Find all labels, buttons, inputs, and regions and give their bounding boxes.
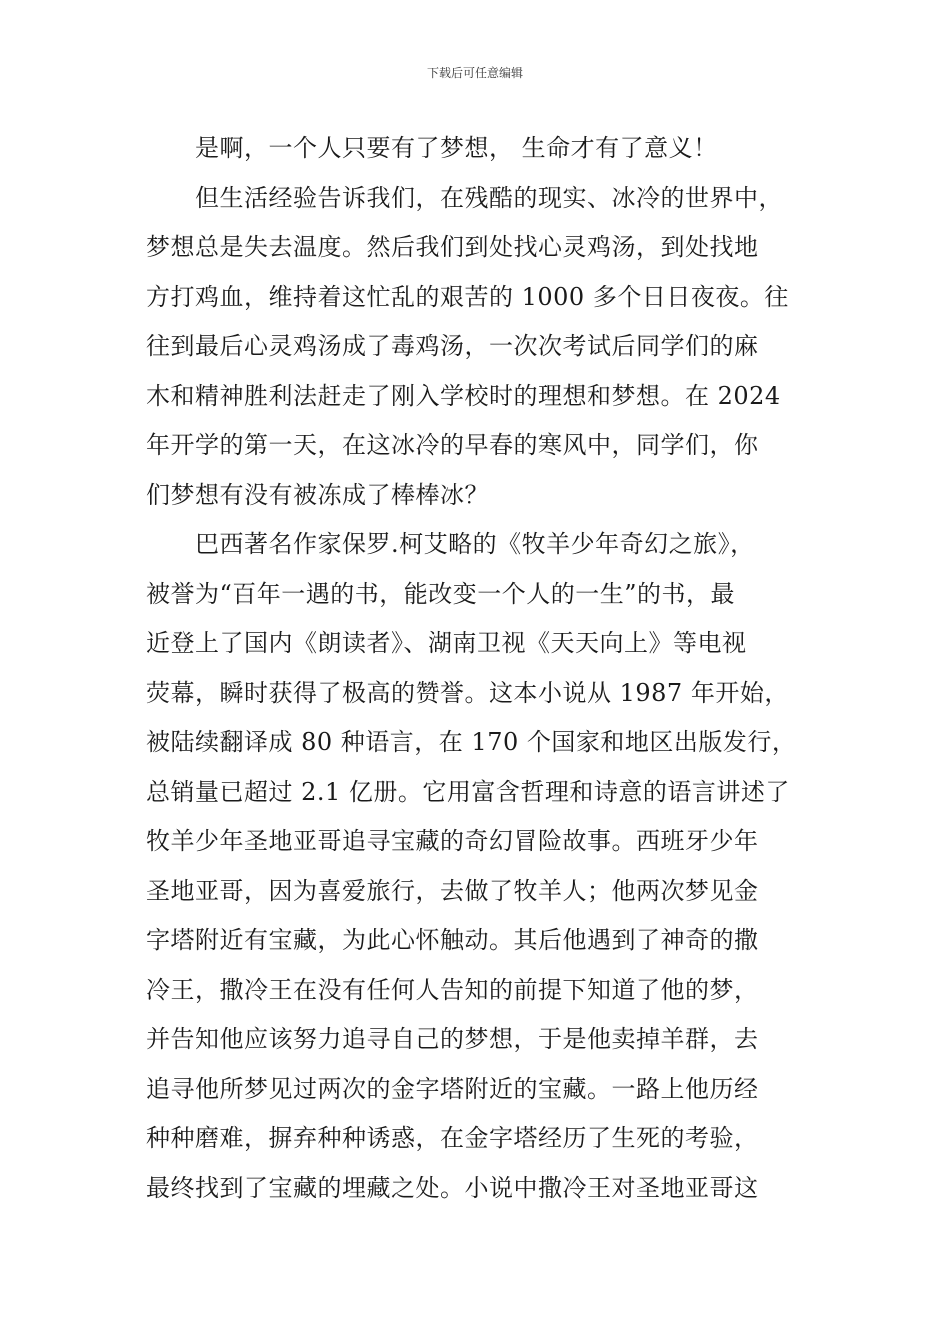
paragraph-line: 牧羊少年圣地亚哥追寻宝藏的奇幻冒险故事。西班牙少年: [146, 827, 759, 855]
paragraph-line: 但生活经验告诉我们，在残酷的现实、冰冷的世界中，: [195, 183, 783, 212]
paragraph-line: 被誉为“百年一遇的书，能改变一个人的一生”的书，最: [146, 579, 736, 608]
paragraph-line: 被陆续翻译成 80 种语言，在 170 个国家和地区出版发行，: [146, 728, 797, 756]
paragraph-line: 巴西著名作家保罗.柯艾略的《牧羊少年奇幻之旅》，: [195, 530, 755, 558]
document-body: [146, 124, 810, 1213]
paragraph-line: 近登上了国内《朗读者》、湖南卫视《天天向上》等电视: [146, 629, 747, 657]
paragraph-line: 最终找到了宝藏的埋藏之处。小说中撒冷王对圣地亚哥这: [146, 1173, 759, 1202]
paragraph-line: 们梦想有没有被冻成了棒棒冰？: [146, 480, 489, 509]
paragraph-line: 种种磨难，摒弃种种诱惑，在金字塔经历了生死的考验，: [146, 1124, 759, 1152]
paragraph-line: 年开学的第一天，在这冰冷的早春的寒风中，同学们，你: [146, 431, 759, 459]
paragraph-line: 是啊，一个人只要有了梦想， 生命才有了意义！: [195, 134, 718, 162]
paragraph-line: 荧幕，瞬时获得了极高的赞誉。这本小说从 1987 年开始，: [146, 678, 789, 707]
paragraph-line: 并告知他应该努力追寻自己的梦想，于是他卖掉羊群，去: [146, 1025, 759, 1053]
paragraph-line: 方打鸡血，维持着这忙乱的艰苦的 1000 多个日日夜夜。往: [146, 282, 789, 311]
paragraph-line: 木和精神胜利法赶走了刚入学校时的理想和梦想。在 2024: [146, 381, 781, 410]
paragraph-line: 总销量已超过 2.1 亿册。它用富含哲理和诗意的语言讲述了: [146, 777, 790, 806]
page-header-note: 下载后可任意编辑: [426, 66, 523, 80]
paragraph-line: 圣地亚哥，因为喜爱旅行，去做了牧羊人；他两次梦见金: [146, 876, 759, 905]
paragraph-line: 字塔附近有宝藏，为此心怀触动。其后他遇到了神奇的撒: [146, 926, 759, 954]
paragraph-line: 梦想总是失去温度。然后我们到处找心灵鸡汤，到处找地: [146, 233, 759, 261]
paragraph-line: 往到最后心灵鸡汤成了毒鸡汤，一次次考试后同学们的麻: [146, 332, 759, 360]
paragraph-line: 追寻他所梦见过两次的金字塔附近的宝藏。一路上他历经: [146, 1074, 759, 1103]
paragraph-line: 冷王，撒冷王在没有任何人告知的前提下知道了他的梦，: [146, 975, 759, 1004]
